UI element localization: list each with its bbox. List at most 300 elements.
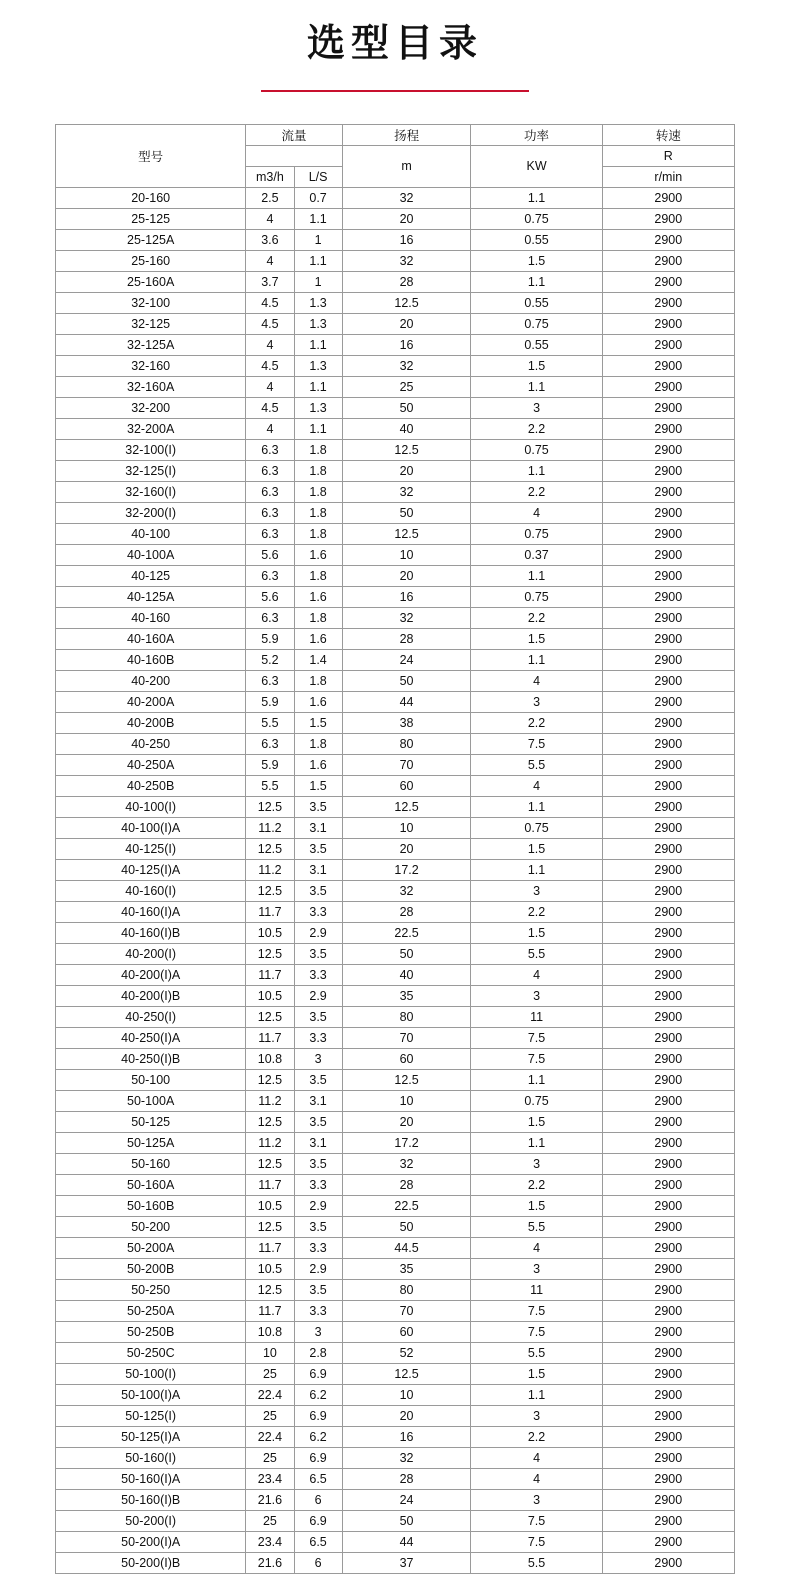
- cell-flow-m3h: 12.5: [246, 1069, 294, 1090]
- cell-model: 50-160(I)A: [56, 1468, 246, 1489]
- cell-flow-ls: 1.1: [294, 208, 342, 229]
- cell-power: 7.5: [471, 1048, 602, 1069]
- table-row: [56, 985, 735, 1006]
- cell-power: 3: [471, 1489, 602, 1510]
- cell-model: 25-125A: [56, 229, 246, 250]
- table-row: [56, 208, 735, 229]
- cell-model: 50-100(I)A: [56, 1384, 246, 1405]
- cell-head: 80: [342, 733, 471, 754]
- cell-flow-ls: 3.3: [294, 901, 342, 922]
- cell-power: 11: [471, 1006, 602, 1027]
- cell-flow-m3h: 5.6: [246, 586, 294, 607]
- cell-flow-ls: 1.1: [294, 418, 342, 439]
- cell-power: 4: [471, 502, 602, 523]
- cell-power: 3: [471, 985, 602, 1006]
- cell-power: 5.5: [471, 1552, 602, 1573]
- cell-speed: 2900: [602, 544, 734, 565]
- cell-flow-m3h: 4.5: [246, 313, 294, 334]
- cell-model: 25-125: [56, 208, 246, 229]
- cell-flow-ls: 1.5: [294, 712, 342, 733]
- cell-flow-ls: 1.6: [294, 691, 342, 712]
- cell-model: 50-200: [56, 1216, 246, 1237]
- cell-flow-ls: 3.5: [294, 1153, 342, 1174]
- cell-head: 17.2: [342, 1132, 471, 1153]
- cell-flow-ls: 2.9: [294, 1258, 342, 1279]
- cell-speed: 2900: [602, 1489, 734, 1510]
- cell-flow-m3h: 12.5: [246, 880, 294, 901]
- cell-speed: 2900: [602, 271, 734, 292]
- cell-speed: 2900: [602, 775, 734, 796]
- cell-head: 10: [342, 1384, 471, 1405]
- cell-head: 50: [342, 397, 471, 418]
- cell-speed: 2900: [602, 670, 734, 691]
- cell-speed: 2900: [602, 460, 734, 481]
- cell-speed: 2900: [602, 880, 734, 901]
- table-row: [56, 271, 735, 292]
- cell-speed: 2900: [602, 334, 734, 355]
- cell-head: 28: [342, 1468, 471, 1489]
- cell-power: 1.1: [471, 376, 602, 397]
- cell-flow-ls: 3.5: [294, 943, 342, 964]
- table-row: [56, 880, 735, 901]
- cell-flow-m3h: 25: [246, 1363, 294, 1384]
- table-row: [56, 565, 735, 586]
- cell-speed: 2900: [602, 376, 734, 397]
- table-row: [56, 943, 735, 964]
- cell-head: 22.5: [342, 922, 471, 943]
- cell-speed: 2900: [602, 1090, 734, 1111]
- table-row: [56, 964, 735, 985]
- cell-head: 32: [342, 187, 471, 208]
- cell-head: 20: [342, 313, 471, 334]
- cell-model: 32-125A: [56, 334, 246, 355]
- cell-flow-m3h: 3.6: [246, 229, 294, 250]
- cell-flow-ls: 3.3: [294, 1237, 342, 1258]
- cell-power: 1.5: [471, 628, 602, 649]
- table-row: [56, 1090, 735, 1111]
- cell-flow-ls: 1.6: [294, 544, 342, 565]
- cell-flow-ls: 3.5: [294, 1111, 342, 1132]
- cell-speed: 2900: [602, 1342, 734, 1363]
- cell-head: 16: [342, 586, 471, 607]
- cell-power: 5.5: [471, 1216, 602, 1237]
- cell-flow-m3h: 11.2: [246, 817, 294, 838]
- cell-power: 1.5: [471, 1195, 602, 1216]
- cell-power: 0.75: [471, 817, 602, 838]
- cell-speed: 2900: [602, 964, 734, 985]
- page-title: 选型目录: [306, 23, 483, 65]
- header-flow-m3h: m3/h: [246, 166, 294, 187]
- table-row: [56, 775, 735, 796]
- cell-head: 52: [342, 1342, 471, 1363]
- cell-model: 40-250: [56, 733, 246, 754]
- cell-head: 12.5: [342, 523, 471, 544]
- cell-head: 12.5: [342, 1363, 471, 1384]
- cell-speed: 2900: [602, 712, 734, 733]
- cell-flow-m3h: 6.3: [246, 670, 294, 691]
- cell-head: 70: [342, 1300, 471, 1321]
- cell-head: 28: [342, 271, 471, 292]
- table-row: [56, 1531, 735, 1552]
- cell-model: 50-250C: [56, 1342, 246, 1363]
- cell-model: 40-200: [56, 670, 246, 691]
- cell-flow-m3h: 5.2: [246, 649, 294, 670]
- cell-speed: 2900: [602, 1174, 734, 1195]
- cell-model: 40-125A: [56, 586, 246, 607]
- table-row: [56, 1342, 735, 1363]
- table-row: [56, 313, 735, 334]
- cell-speed: 2900: [602, 1384, 734, 1405]
- cell-head: 22.5: [342, 1195, 471, 1216]
- cell-power: 1.1: [471, 565, 602, 586]
- table-row: [56, 1216, 735, 1237]
- cell-flow-m3h: 25: [246, 1510, 294, 1531]
- header-power: 功率: [471, 124, 602, 145]
- cell-power: 2.2: [471, 418, 602, 439]
- header-head-unit: m: [342, 145, 471, 187]
- table-row: [56, 1510, 735, 1531]
- table-row: [56, 901, 735, 922]
- cell-speed: 2900: [602, 691, 734, 712]
- cell-flow-ls: 1.6: [294, 586, 342, 607]
- cell-model: 32-200: [56, 397, 246, 418]
- cell-model: 40-200B: [56, 712, 246, 733]
- cell-head: 24: [342, 1489, 471, 1510]
- cell-flow-ls: 6.9: [294, 1510, 342, 1531]
- cell-speed: 2900: [602, 1153, 734, 1174]
- cell-power: 2.2: [471, 481, 602, 502]
- cell-flow-m3h: 5.5: [246, 775, 294, 796]
- cell-model: 50-200B: [56, 1258, 246, 1279]
- table-head: [56, 124, 735, 187]
- table-row: [56, 418, 735, 439]
- cell-model: 50-100A: [56, 1090, 246, 1111]
- cell-head: 12.5: [342, 292, 471, 313]
- cell-model: 50-125(I): [56, 1405, 246, 1426]
- cell-model: 32-125(I): [56, 460, 246, 481]
- cell-speed: 2900: [602, 1531, 734, 1552]
- cell-speed: 2900: [602, 859, 734, 880]
- table-row: [56, 1384, 735, 1405]
- cell-head: 12.5: [342, 439, 471, 460]
- cell-speed: 2900: [602, 733, 734, 754]
- cell-model: 32-125: [56, 313, 246, 334]
- header-flow-group: 流量: [246, 124, 342, 145]
- cell-speed: 2900: [602, 1279, 734, 1300]
- cell-head: 35: [342, 985, 471, 1006]
- cell-power: 1.1: [471, 460, 602, 481]
- cell-power: 7.5: [471, 1531, 602, 1552]
- cell-speed: 2900: [602, 1237, 734, 1258]
- cell-speed: 2900: [602, 481, 734, 502]
- cell-flow-m3h: 11.7: [246, 1300, 294, 1321]
- table-row: [56, 292, 735, 313]
- cell-flow-m3h: 4: [246, 250, 294, 271]
- cell-head: 50: [342, 943, 471, 964]
- cell-flow-m3h: 10.8: [246, 1321, 294, 1342]
- cell-model: 40-160(I)B: [56, 922, 246, 943]
- cell-speed: 2900: [602, 1510, 734, 1531]
- cell-speed: 2900: [602, 439, 734, 460]
- cell-power: 1.1: [471, 796, 602, 817]
- cell-flow-m3h: 21.6: [246, 1489, 294, 1510]
- cell-model: 50-160B: [56, 1195, 246, 1216]
- cell-speed: 2900: [602, 1132, 734, 1153]
- cell-power: 7.5: [471, 733, 602, 754]
- cell-speed: 2900: [602, 187, 734, 208]
- cell-speed: 2900: [602, 565, 734, 586]
- cell-head: 25: [342, 376, 471, 397]
- table-row: [56, 1174, 735, 1195]
- cell-speed: 2900: [602, 1048, 734, 1069]
- cell-head: 80: [342, 1006, 471, 1027]
- cell-power: 2.2: [471, 1426, 602, 1447]
- cell-head: 20: [342, 208, 471, 229]
- cell-flow-m3h: 12.5: [246, 796, 294, 817]
- table-row: [56, 796, 735, 817]
- table-row: [56, 1321, 735, 1342]
- cell-power: 1.1: [471, 271, 602, 292]
- cell-model: 50-250B: [56, 1321, 246, 1342]
- cell-flow-m3h: 11.7: [246, 1237, 294, 1258]
- cell-model: 40-125(I)A: [56, 859, 246, 880]
- cell-model: 50-125: [56, 1111, 246, 1132]
- cell-power: 3: [471, 397, 602, 418]
- cell-flow-m3h: 4: [246, 418, 294, 439]
- cell-power: 0.75: [471, 523, 602, 544]
- cell-flow-ls: 1.8: [294, 502, 342, 523]
- cell-head: 32: [342, 250, 471, 271]
- cell-power: 1.1: [471, 1132, 602, 1153]
- header-flow-spacer: [246, 145, 342, 166]
- cell-power: 1.5: [471, 922, 602, 943]
- cell-speed: 2900: [602, 418, 734, 439]
- cell-speed: 2900: [602, 397, 734, 418]
- cell-flow-m3h: 6.3: [246, 607, 294, 628]
- cell-power: 4: [471, 775, 602, 796]
- table-row: [56, 376, 735, 397]
- table-row: [56, 187, 735, 208]
- cell-flow-ls: 1.3: [294, 397, 342, 418]
- cell-model: 40-200A: [56, 691, 246, 712]
- cell-flow-m3h: 10.5: [246, 985, 294, 1006]
- table-row: [56, 649, 735, 670]
- table-row: [56, 1447, 735, 1468]
- cell-power: 1.5: [471, 1363, 602, 1384]
- cell-flow-ls: 1.8: [294, 439, 342, 460]
- cell-flow-m3h: 11.7: [246, 964, 294, 985]
- cell-flow-m3h: 11.2: [246, 1090, 294, 1111]
- table-row: [56, 607, 735, 628]
- table-row: [56, 628, 735, 649]
- table-row: [56, 1048, 735, 1069]
- cell-speed: 2900: [602, 817, 734, 838]
- cell-model: 40-200(I)B: [56, 985, 246, 1006]
- cell-power: 3: [471, 1405, 602, 1426]
- cell-flow-m3h: 5.9: [246, 754, 294, 775]
- cell-flow-m3h: 12.5: [246, 1153, 294, 1174]
- cell-flow-m3h: 25: [246, 1405, 294, 1426]
- cell-power: 4: [471, 1447, 602, 1468]
- cell-flow-m3h: 10.8: [246, 1048, 294, 1069]
- table-row: [56, 712, 735, 733]
- cell-model: 40-160A: [56, 628, 246, 649]
- cell-head: 12.5: [342, 796, 471, 817]
- cell-head: 70: [342, 1027, 471, 1048]
- cell-model: 32-160: [56, 355, 246, 376]
- cell-speed: 2900: [602, 901, 734, 922]
- cell-flow-m3h: 11.7: [246, 901, 294, 922]
- cell-flow-m3h: 25: [246, 1447, 294, 1468]
- cell-flow-m3h: 12.5: [246, 1006, 294, 1027]
- table-row: [56, 586, 735, 607]
- cell-flow-ls: 6.9: [294, 1405, 342, 1426]
- table-row: [56, 1132, 735, 1153]
- cell-model: 40-250B: [56, 775, 246, 796]
- cell-flow-ls: 1.8: [294, 460, 342, 481]
- header-speed: 转速: [602, 124, 734, 145]
- cell-speed: 2900: [602, 355, 734, 376]
- table-row: [56, 670, 735, 691]
- cell-power: 1.1: [471, 859, 602, 880]
- cell-model: 50-125(I)A: [56, 1426, 246, 1447]
- cell-flow-m3h: 23.4: [246, 1531, 294, 1552]
- cell-flow-ls: 1.8: [294, 733, 342, 754]
- cell-flow-m3h: 11.7: [246, 1027, 294, 1048]
- cell-flow-ls: 1.8: [294, 565, 342, 586]
- table-header-row-1: [56, 124, 735, 145]
- table-row: [56, 1258, 735, 1279]
- cell-speed: 2900: [602, 1300, 734, 1321]
- cell-model: 50-250: [56, 1279, 246, 1300]
- cell-power: 0.55: [471, 229, 602, 250]
- cell-power: 4: [471, 670, 602, 691]
- table-row: [56, 460, 735, 481]
- cell-head: 44: [342, 1531, 471, 1552]
- cell-flow-ls: 3.1: [294, 817, 342, 838]
- cell-speed: 2900: [602, 985, 734, 1006]
- cell-flow-m3h: 2.5: [246, 187, 294, 208]
- cell-power: 0.75: [471, 313, 602, 334]
- table-row: [56, 1069, 735, 1090]
- cell-power: 7.5: [471, 1300, 602, 1321]
- cell-power: 1.5: [471, 250, 602, 271]
- cell-speed: 2900: [602, 1258, 734, 1279]
- cell-flow-ls: 6.2: [294, 1426, 342, 1447]
- cell-speed: 2900: [602, 1111, 734, 1132]
- cell-speed: 2900: [602, 796, 734, 817]
- header-flow-ls: L/S: [294, 166, 342, 187]
- cell-model: 40-100(I): [56, 796, 246, 817]
- cell-speed: 2900: [602, 1069, 734, 1090]
- spec-table: [55, 124, 735, 1574]
- cell-flow-m3h: 11.7: [246, 1174, 294, 1195]
- cell-speed: 2900: [602, 229, 734, 250]
- table-row: [56, 229, 735, 250]
- table-row: [56, 691, 735, 712]
- cell-head: 38: [342, 712, 471, 733]
- cell-speed: 2900: [602, 943, 734, 964]
- cell-head: 20: [342, 565, 471, 586]
- cell-model: 25-160A: [56, 271, 246, 292]
- cell-flow-m3h: 10.5: [246, 1195, 294, 1216]
- cell-head: 32: [342, 880, 471, 901]
- cell-power: 2.2: [471, 1174, 602, 1195]
- cell-flow-m3h: 6.3: [246, 523, 294, 544]
- cell-flow-m3h: 11.2: [246, 859, 294, 880]
- cell-head: 70: [342, 754, 471, 775]
- cell-flow-ls: 3.5: [294, 1006, 342, 1027]
- cell-flow-ls: 3.3: [294, 1174, 342, 1195]
- cell-speed: 2900: [602, 1426, 734, 1447]
- cell-power: 7.5: [471, 1321, 602, 1342]
- cell-flow-ls: 2.9: [294, 922, 342, 943]
- cell-head: 16: [342, 334, 471, 355]
- cell-flow-ls: 3.1: [294, 1090, 342, 1111]
- cell-flow-m3h: 12.5: [246, 838, 294, 859]
- title-section: [0, 0, 790, 96]
- cell-flow-ls: 1.4: [294, 649, 342, 670]
- cell-head: 16: [342, 1426, 471, 1447]
- cell-flow-ls: 1.8: [294, 670, 342, 691]
- cell-speed: 2900: [602, 628, 734, 649]
- cell-speed: 2900: [602, 523, 734, 544]
- cell-flow-m3h: 6.3: [246, 565, 294, 586]
- cell-speed: 2900: [602, 1447, 734, 1468]
- cell-model: 40-250(I)B: [56, 1048, 246, 1069]
- table-row: [56, 502, 735, 523]
- cell-model: 32-160(I): [56, 481, 246, 502]
- cell-flow-ls: 6.9: [294, 1447, 342, 1468]
- cell-flow-ls: 6.2: [294, 1384, 342, 1405]
- table-row: [56, 1279, 735, 1300]
- cell-flow-m3h: 6.3: [246, 502, 294, 523]
- cell-flow-ls: 3.3: [294, 1300, 342, 1321]
- cell-speed: 2900: [602, 292, 734, 313]
- cell-flow-ls: 1: [294, 271, 342, 292]
- table-row: [56, 334, 735, 355]
- table-row: [56, 733, 735, 754]
- cell-flow-m3h: 6.3: [246, 733, 294, 754]
- table-row: [56, 1363, 735, 1384]
- cell-flow-ls: 1.3: [294, 355, 342, 376]
- cell-flow-m3h: 12.5: [246, 943, 294, 964]
- cell-speed: 2900: [602, 1468, 734, 1489]
- cell-speed: 2900: [602, 649, 734, 670]
- cell-head: 60: [342, 1321, 471, 1342]
- table-row: [56, 1426, 735, 1447]
- cell-model: 40-200(I)A: [56, 964, 246, 985]
- cell-flow-ls: 1.6: [294, 754, 342, 775]
- cell-flow-ls: 2.9: [294, 985, 342, 1006]
- cell-speed: 2900: [602, 586, 734, 607]
- cell-flow-ls: 1.1: [294, 376, 342, 397]
- cell-model: 40-160: [56, 607, 246, 628]
- cell-speed: 2900: [602, 1363, 734, 1384]
- cell-model: 25-160: [56, 250, 246, 271]
- cell-flow-m3h: 10.5: [246, 1258, 294, 1279]
- table-row: [56, 1489, 735, 1510]
- cell-head: 10: [342, 817, 471, 838]
- cell-flow-ls: 3: [294, 1048, 342, 1069]
- cell-head: 10: [342, 544, 471, 565]
- cell-model: 50-200(I)A: [56, 1531, 246, 1552]
- cell-power: 1.5: [471, 1111, 602, 1132]
- cell-speed: 2900: [602, 1552, 734, 1573]
- cell-head: 20: [342, 838, 471, 859]
- cell-power: 2.2: [471, 712, 602, 733]
- cell-model: 40-100A: [56, 544, 246, 565]
